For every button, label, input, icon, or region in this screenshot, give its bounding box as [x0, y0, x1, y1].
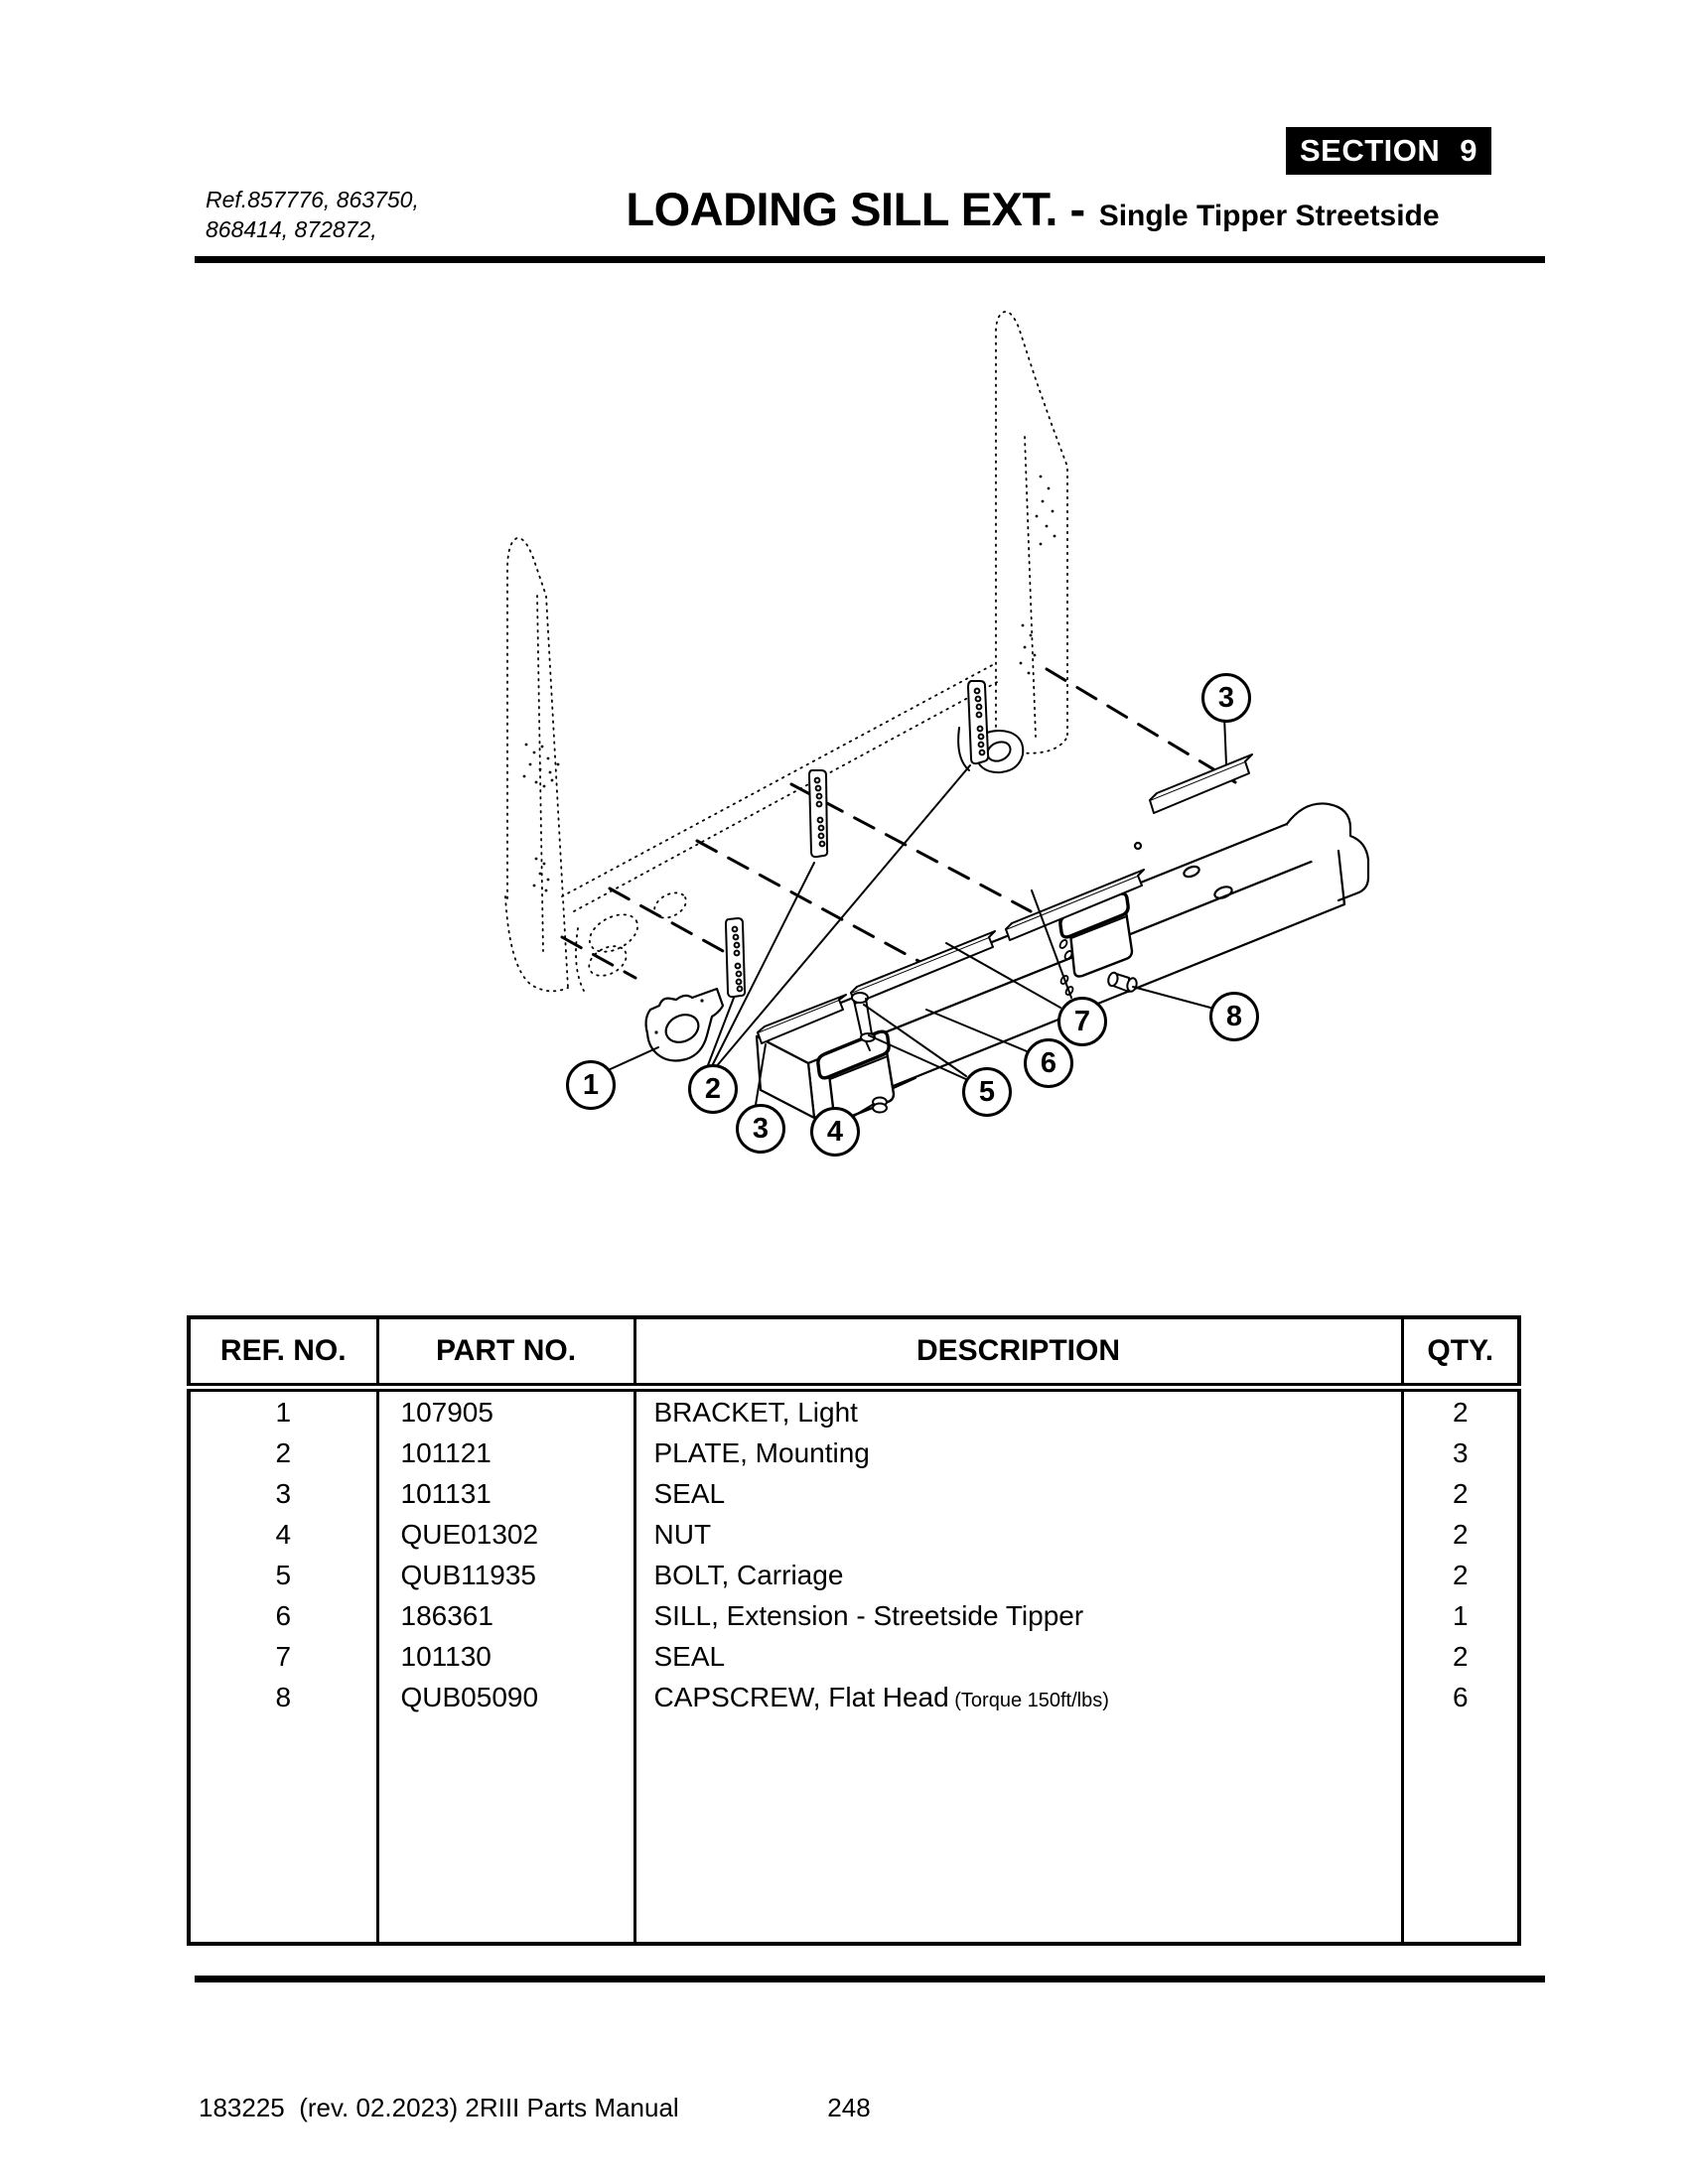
ref-no-cell: 7: [189, 1636, 377, 1677]
callout-7: [1057, 997, 1107, 1046]
qty-cell: 3: [1452, 1436, 1469, 1468]
table-row: [189, 1514, 1519, 1555]
callout-7-number: 7: [1073, 1005, 1091, 1037]
table-row: [189, 1636, 1519, 1677]
callout-5-number: 5: [978, 1075, 996, 1108]
ref-no-cell: 1: [189, 1388, 377, 1433]
table-row: [189, 1595, 1519, 1636]
section-badge-label: SECTION: [1300, 133, 1441, 168]
footer-page-number: 248: [827, 2093, 871, 2122]
parts-table-body: [189, 1388, 1519, 1945]
nut: [873, 1098, 887, 1113]
qty-cell: 2: [1452, 1640, 1469, 1672]
mounting-plate-2: [809, 770, 827, 857]
header-ref-no: REF. NO.: [189, 1317, 377, 1388]
ref-no-cell: 8: [189, 1677, 377, 1717]
table-row: [189, 1677, 1519, 1717]
body-right-post-shading: [1020, 476, 1056, 675]
callout-8-number: 8: [1225, 1000, 1243, 1032]
description-cell: PLATE, Mounting: [634, 1433, 1402, 1473]
callout-6-number: 6: [1040, 1046, 1057, 1079]
callout-5: [962, 1067, 1012, 1117]
part-no-cell: QUE01302: [377, 1514, 634, 1555]
ref-no-cell: 2: [189, 1433, 377, 1473]
callout-2-number: 2: [704, 1072, 722, 1105]
light-bracket: [646, 989, 723, 1060]
part-no-cell: 101131: [377, 1473, 634, 1514]
mounting-plate-3: [726, 918, 745, 997]
table-row: [189, 1555, 1519, 1595]
part-no-cell: 101121: [377, 1433, 634, 1473]
ref-no-cell: 3: [189, 1473, 377, 1514]
qty-cell: 1: [1452, 1599, 1469, 1631]
light-bracket-upper: [958, 728, 1023, 772]
callout-2: [688, 1064, 738, 1114]
body-floor-phantom-lines: [562, 663, 1001, 991]
page-title-main: LOADING SILL EXT. -: [626, 183, 1085, 235]
callout-4-number: 4: [826, 1115, 844, 1148]
description-cell: SEAL: [634, 1636, 1402, 1677]
callout-3-bottom-number: 3: [752, 1112, 770, 1145]
ref-no-cell: 4: [189, 1514, 377, 1555]
qty-cell: 2: [1452, 1396, 1469, 1428]
description-cell: SEAL: [634, 1473, 1402, 1514]
part-no-cell: 101130: [377, 1636, 634, 1677]
qty-cell: 2: [1452, 1518, 1469, 1550]
table-row: [189, 1473, 1519, 1514]
callout-3-top: [1201, 673, 1251, 723]
table-empty-space: [189, 1717, 1519, 1944]
part-no-cell: 186361: [377, 1595, 634, 1636]
reference-line-1: Ref.857776, 863750,: [206, 187, 419, 212]
description-cell: CAPSCREW, Flat Head (Torque 150ft/lbs): [634, 1677, 1402, 1717]
description-note: (Torque 150ft/lbs): [948, 1689, 1109, 1711]
description-cell: BOLT, Carriage: [634, 1555, 1402, 1595]
ref-no-cell: 6: [189, 1595, 377, 1636]
description-cell: BRACKET, Light: [634, 1388, 1402, 1433]
header-description: DESCRIPTION: [634, 1317, 1402, 1388]
callout-1-number: 1: [582, 1068, 600, 1101]
table-row: [189, 1388, 1519, 1433]
callout-8: [1209, 992, 1259, 1041]
ref-no-cell: 5: [189, 1555, 377, 1595]
qty-cell: 6: [1452, 1681, 1469, 1712]
parts-table-header-row: [189, 1317, 1519, 1388]
qty-cell: 2: [1452, 1477, 1469, 1509]
reference-line-2: 868414, 872872,: [206, 216, 377, 242]
header-qty: QTY.: [1427, 1334, 1494, 1367]
part-no-cell: QUB11935: [377, 1555, 634, 1595]
callout-3-top-number: 3: [1217, 681, 1235, 714]
parts-table: [187, 1315, 1521, 1946]
footer-rule: [195, 1976, 1545, 1982]
body-right-post: [996, 312, 1067, 754]
part-no-cell: 107905: [377, 1388, 634, 1433]
description-cell: NUT: [634, 1514, 1402, 1555]
callout-3-bottom: [736, 1104, 785, 1154]
table-row: [189, 1433, 1519, 1473]
callout-6: [1024, 1038, 1073, 1088]
callout-4: [810, 1107, 860, 1157]
footer-document-info: 183225 (rev. 02.2023) 2RIII Parts Manual: [199, 2093, 679, 2122]
mounting-plate-1: [968, 681, 988, 763]
header-part-no: PART NO.: [377, 1317, 634, 1388]
page-title-sub: Single Tipper Streetside: [1098, 200, 1440, 232]
part-no-cell: QUB05090: [377, 1677, 634, 1717]
qty-cell: 2: [1452, 1559, 1469, 1590]
section-badge-number: 9: [1460, 133, 1477, 168]
callout-1: [566, 1060, 616, 1110]
description-cell: SILL, Extension - Streetside Tipper: [634, 1595, 1402, 1636]
